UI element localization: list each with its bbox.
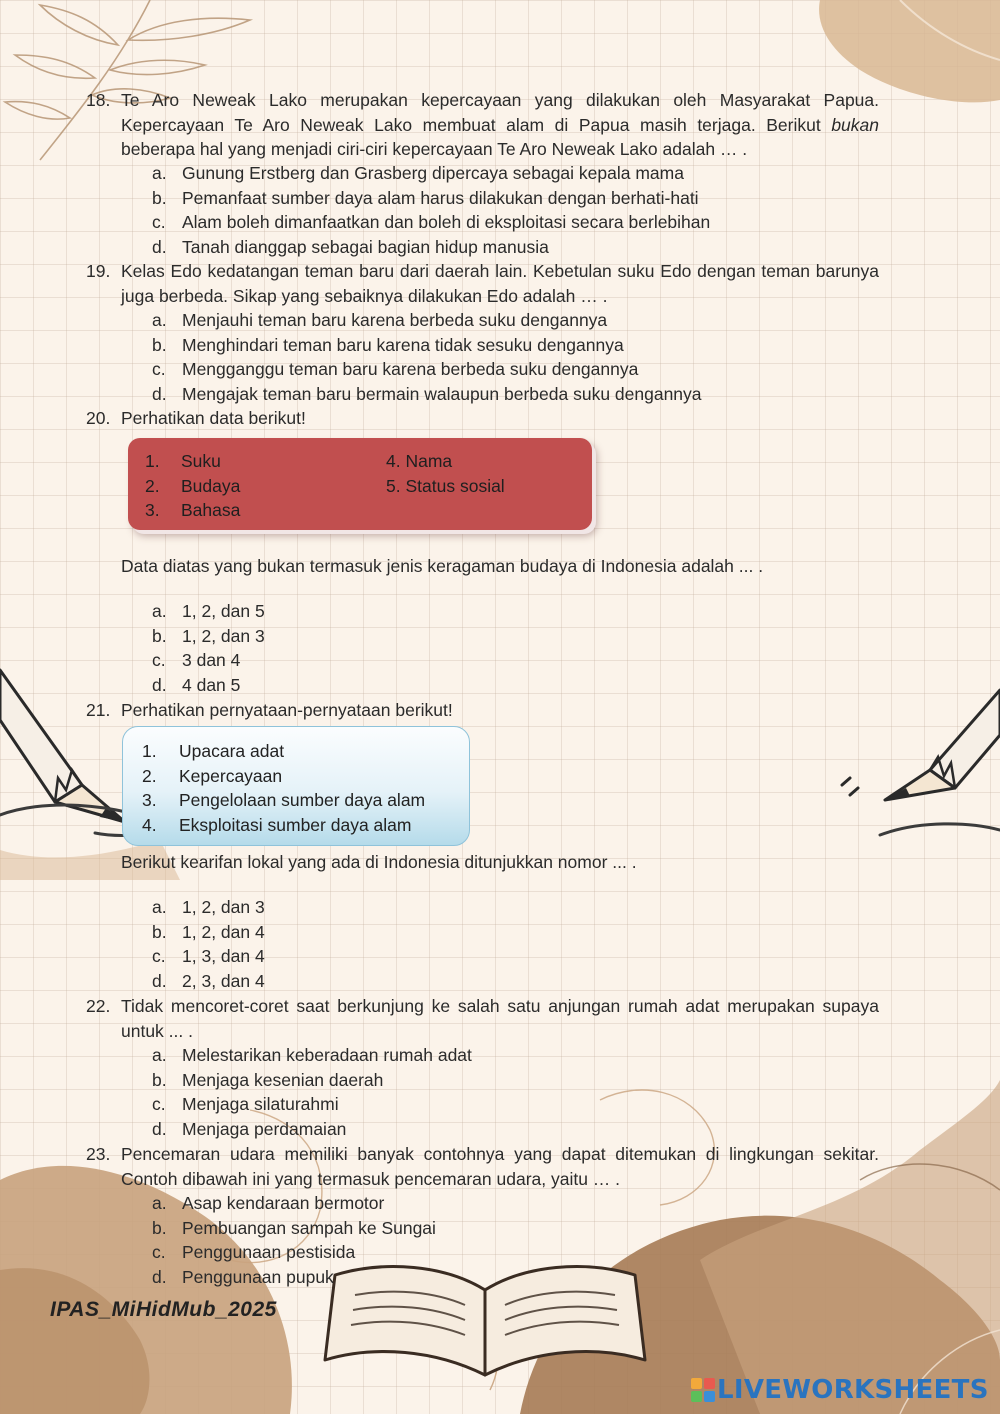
question-text: Tidak mencoret-coret saat berkunjung ke salah satu anjungan rumah adat merupakan supaya untuk ... . xyxy=(121,996,879,1041)
footer-code: IPAS_MiHidMub_2025 xyxy=(50,1298,277,1321)
brand-name: LIVEWORKSHEETS xyxy=(717,1375,989,1405)
question-18 xyxy=(86,88,879,162)
question-number: 21. xyxy=(86,700,111,720)
logo-tiles-icon xyxy=(691,1378,715,1402)
question-number: 23. xyxy=(86,1144,111,1164)
question-text: Te Aro Neweak Lako merupakan kepercayaan yang dilakukan oleh Masyarakat Papua. Kepercayaan Te Aro Neweak Lako membuat alam di Papua masih terjaga. Berikut bukan beberapa hal yang menjadi ciri-ciri kepercayaan Te Aro Neweak Lako adalah … . xyxy=(121,90,879,160)
question-21-prompt: Berikut kearifan lokal yang ada di Indonesia ditunjukkan nomor ... . xyxy=(121,852,637,872)
option-d[interactable]: d. Penggunaan pupuk xyxy=(152,1266,334,1287)
option-d[interactable]: d. 2, 3, dan 4 xyxy=(152,970,265,991)
box-item-4: 4. Nama xyxy=(386,451,453,471)
box-item-3: 3. Bahasa xyxy=(145,500,241,521)
option-a[interactable]: a. Gunung Erstberg dan Grasberg dipercaya sebagai kepala mama xyxy=(152,163,684,183)
question-23 xyxy=(86,1142,879,1191)
question-19 xyxy=(86,259,879,308)
data-box-red xyxy=(128,438,592,530)
question-20-prompt: Data diatas yang bukan termasuk jenis keragaman budaya di Indonesia adalah ... . xyxy=(121,556,764,576)
option-b[interactable]: b. Menjaga kesenian daerah xyxy=(152,1069,384,1090)
question-number: 20. xyxy=(86,408,111,428)
option-c[interactable]: c. Menjaga silaturahmi xyxy=(152,1094,339,1115)
option-d[interactable]: d. Menjaga perdamaian xyxy=(152,1118,347,1139)
option-a[interactable]: a. 1, 2, dan 5 xyxy=(152,601,265,621)
option-d[interactable]: d. Tanah dianggap sebagai bagian hidup manusia xyxy=(152,236,549,257)
option-c[interactable]: c. Alam boleh dimanfaatkan dan boleh di eksploitasi secara berlebihan xyxy=(152,212,711,233)
option-a[interactable]: a. Asap kendaraan bermotor xyxy=(152,1193,385,1213)
box-item-2: 2. Kepercayaan xyxy=(142,765,283,786)
box-item-5: 5. Status sosial xyxy=(386,475,505,496)
box-item-3: 3. Pengelolaan sumber daya alam xyxy=(142,790,426,811)
liveworksheets-logo[interactable] xyxy=(691,1375,989,1409)
option-c[interactable]: c. 1, 3, dan 4 xyxy=(152,946,265,967)
question-18-options xyxy=(152,161,710,259)
option-a[interactable]: a. 1, 2, dan 3 xyxy=(152,897,265,917)
question-23-options xyxy=(152,1191,436,1289)
question-19-options xyxy=(152,308,702,406)
option-a[interactable]: a. Melestarikan keberadaan rumah adat xyxy=(152,1045,472,1065)
emphasis-text: bukan xyxy=(831,114,879,135)
question-21 xyxy=(86,698,879,723)
option-b[interactable]: b. Menghindari teman baru karena tidak sesuku dengannya xyxy=(152,334,624,355)
option-d[interactable]: d. 4 dan 5 xyxy=(152,674,241,695)
option-b[interactable]: b. 1, 2, dan 4 xyxy=(152,921,265,942)
box-item-1: 1. Upacara adat xyxy=(142,741,285,761)
option-b[interactable]: b. 1, 2, dan 3 xyxy=(152,625,265,646)
option-d[interactable]: d. Mengajak teman baru bermain walaupun berbeda suku dengannya xyxy=(152,383,702,404)
option-c[interactable]: c. 3 dan 4 xyxy=(152,650,241,671)
question-number: 18. xyxy=(86,90,111,110)
statement-box-blue xyxy=(122,726,470,846)
option-c[interactable]: c. Mengganggu teman baru karena berbeda suku dengannya xyxy=(152,359,639,380)
question-22 xyxy=(86,994,879,1043)
question-20 xyxy=(86,406,879,431)
question-text: Pencemaran udara memiliki banyak contohnya yang dapat ditemukan di lingkungan sekitar. Contoh dibawah ini yang termasuk pencemaran udara, yaitu … . xyxy=(121,1144,879,1189)
option-c[interactable]: c. Penggunaan pestisida xyxy=(152,1242,356,1263)
box-item-2: 2. Budaya xyxy=(145,475,241,496)
option-b[interactable]: b. Pemanfaat sumber daya alam harus dilakukan dengan berhati-hati xyxy=(152,187,699,208)
right-pencil-decoration xyxy=(820,660,1000,890)
box-item-4: 4. Eksploitasi sumber daya alam xyxy=(142,814,412,835)
question-text: Kelas Edo kedatangan teman baru dari daerah lain. Kebetulan suku Edo dengan teman barunya juga berbeda. Sikap yang sebaiknya dilakukan Edo adalah … . xyxy=(121,261,879,306)
question-20-options xyxy=(152,599,265,697)
box-item-1: 1. Suku xyxy=(145,451,221,471)
option-a[interactable]: a. Menjauhi teman baru karena berbeda suku dengannya xyxy=(152,310,608,330)
question-number: 19. xyxy=(86,261,111,281)
question-text: Perhatikan pernyataan-pernyataan berikut! xyxy=(121,700,453,720)
question-22-options xyxy=(152,1043,472,1141)
question-21-options xyxy=(152,895,265,993)
question-number: 22. xyxy=(86,996,111,1016)
option-b[interactable]: b. Pembuangan sampah ke Sungai xyxy=(152,1217,436,1238)
question-text: Perhatikan data berikut! xyxy=(121,408,306,428)
